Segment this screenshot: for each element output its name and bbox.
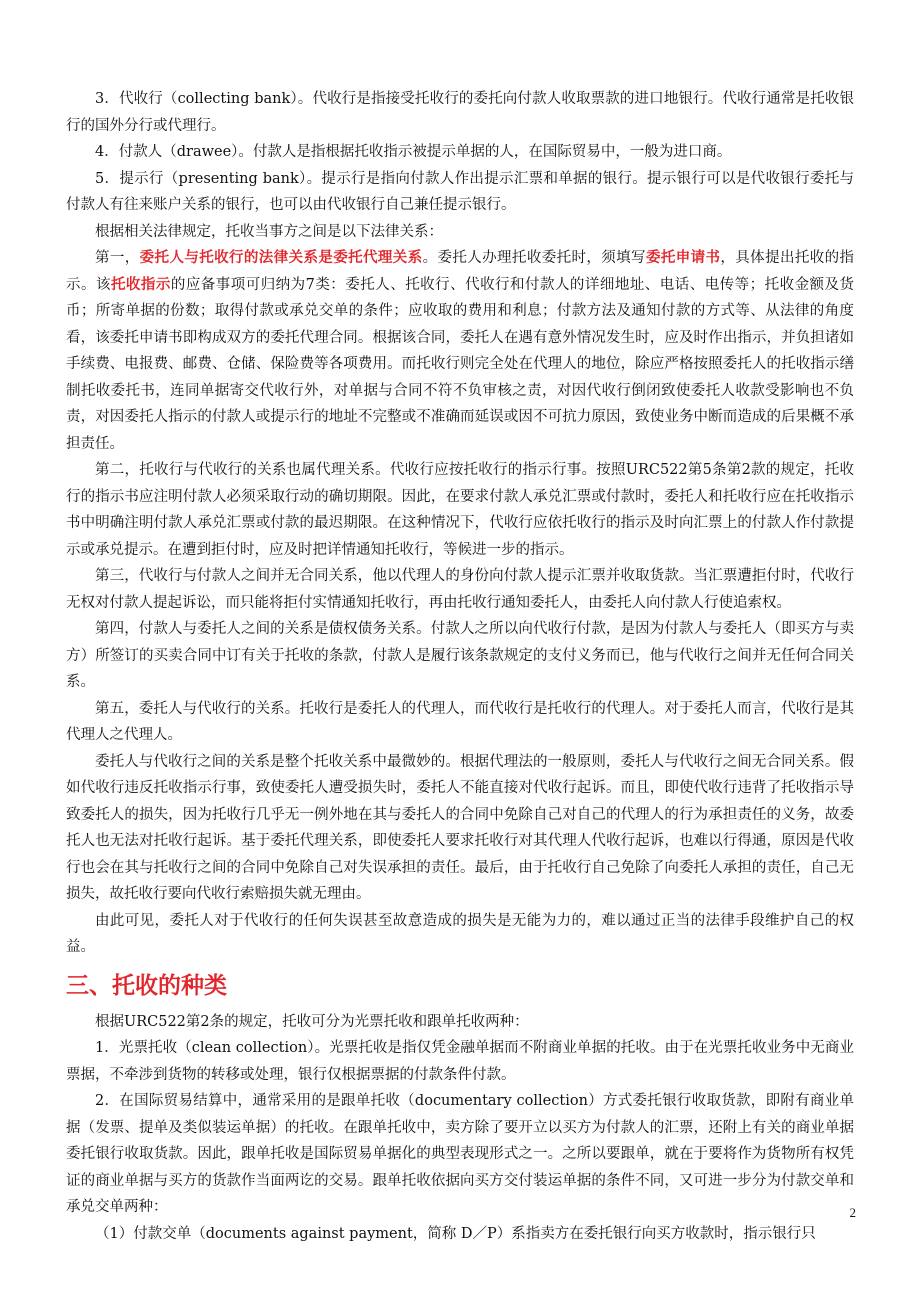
paragraph-drawee: 4．付款人（drawee）。付款人是指根据托收指示被提示单据的人，在国际贸易中，一般为进口商。 [95,144,732,160]
paragraph-presenting-bank: 5．提示行（presenting bank）。提示行是指向付款人作出提示汇票和单据的银行。提示银行可以是代收银行委托与付款人有往来账户关系的银行，也可以由代收银行自己兼任提示银行。 [66,170,854,213]
paragraph-types-intro: 根据URC522第2条的规定，托收可分为光票托收和跟单托收两种： [95,1013,529,1030]
paragraph-documents-against-payment: （1）付款交单（documents against payment，简称 D／P）系指卖方在委托银行向买方收款时，指示银行只 [95,1225,816,1242]
paragraph-first-relation [66,245,854,457]
text-run: 的应备事项可归纳为7类：委托人、托收行、代收行和付款人的详细地址、电话、电传等；托收金额及货币；所寄单据的份数；取得付款或承兑交单的条件；应收取的费用和利息；付款方法及通知付款的方式等、从法律的角度看，该委托申请书即构成双方的委托代理合同。根据该合同，委托人在遇有意外情况发生时，应及时作出指示，并负担诸如手续费、电报费、邮费、仓储、保险费等各项费用。而托收行则完全处在代理人的地位，除应严格按照委托人的托收指示缮制托收委托书，连同单据寄交代收行外，对单据与合同不符不负审核之责，对因代收行倒闭致使委托人收款受影响也不负责，对因委托人指示的付款人或提示行的地址不完整或不准确而延误或因不可抗力原因，致使业务中断而造成的后果概不承担责任。 [66,276,854,452]
text-run: 。委托人办理托收委托时，须填写 [422,250,646,266]
paragraph-principal-collecting-bank: 委托人与代收行之间的关系是整个托收关系中最微妙的。根据代理法的一般原则，委托人与代收行之间无合同关系。假如代收行违反托收指示行事，致使委托人遭受损失时，委托人不能直接对代收行起诉。而且，即使代收行违背了托收指示导致委托人的损失，因为托收行几乎无一例外地在其与委托人的合同中免除自己对自己的代理人的行为承担责任的义务，故委托人也无法对托收行起诉。基于委托代理关系，即使委托人要求托收行对其代理人代收行起诉，也难以行得通，原因是代收行也会在其与托收行之间的合同中免除自己对失误承担的责任。最后，由于托收行自己免除了向委托人承担的责任，自己无损失，故托收行要向代收行索赔损失就无理由。 [66,753,854,902]
paragraph-fourth-relation: 第四，付款人与委托人之间的关系是债权债务关系。付款人之所以向代收行付款，是因为付款人与委托人（即买方与卖方）所签订的买卖合同中订有关于托收的条款，付款人是履行该条款规定的支付义务而已，他与代收行之间并无任何合同关系。 [66,621,854,690]
highlight-principal-remitting-bank: 委托人与托收行的法律关系是委托代理关系 [139,249,423,266]
paragraph-clean-collection: 1．光票托收（clean collection）。光票托收是指仅凭金融单据而不附商业单据的托收。由于在光票托收业务中无商业票据，不牵涉到货物的转移或处理，银行仅根据票据的付款条件付款。 [66,1040,854,1083]
paragraph-collecting-bank: 3．代收行（collecting bank）。代收行是指接受托收行的委托向付款人收取票款的进口地银行。代收行通常是托收银行的国外分行或代理行。 [66,91,854,134]
paragraph-documentary-collection: 2．在国际贸易结算中，通常采用的是跟单托收（documentary collection）方式委托银行收取货款，即附有商业单据（发票、提单及类似装运单据）的托收。在跟单托收中，卖方除了要开立以买方为付款人的汇票，还附上有关的商业单据委托银行收取货款。因此，跟单托收是国际贸易单据化的典型表现形式之一。之所以要跟单，就在于要将作为货物所有权凭证的商业单据与买方的货款作当面两讫的交易。跟单托收依据向买方交付装运单据的条件不同，又可进一步分为付款交单和承兑交单两种： [66,1093,854,1215]
paragraph-fifth-relation: 第五，委托人与代收行的关系。托收行是委托人的代理人，而代收行是托收行的代理人。对于委托人而言，代收行是其代理人之代理人。 [66,700,854,743]
highlight-application-form: 委托申请书 [645,249,721,266]
paragraph-conclusion: 由此可见，委托人对于代收行的任何失误甚至故意造成的损失是无能为力的，难以通过正当的法律手段维护自己的权益。 [66,912,854,955]
paragraph-legal-relations-intro: 根据相关法律规定，托收当事方之间是以下法律关系： [95,223,443,240]
highlight-collection-instruction: 托收指示 [110,275,171,293]
section-title: 三、托收的种类 [66,972,227,999]
text-run: 第一， [95,250,140,266]
paragraph-third-relation: 第三，代收行与付款人之间并无合同关系，他以代理人的身份向付款人提示汇票并收取货款。当汇票遭拒付时，代收行无权对付款人提起诉讼，而只能将拒付实情通知托收行，再由托收行通知委托人，由委托人向付款人行使追索权。 [66,568,854,611]
page-content [66,86,854,1247]
page-number: 2 [849,1205,856,1220]
paragraph-second-relation: 第二，托收行与代收行的关系也属代理关系。代收行应按托收行的指示行事。按照URC522第5条第2款的规定，托收行的指示书应注明付款人必须采取行动的确切期限。因此，在要求付款人承兑汇票或付款时，委托人和托收行应在托收指示书中明确注明付款人承兑汇票或付款的最迟期限。在这种情况下，代收行应依托收行的指示及时向汇票上的付款人作付款提示或承兑提示。在遭到拒付时，应及时把详情通知托收行，等候进一步的指示。 [66,462,854,558]
text-run: ，具体提出托收的指示。该 [66,250,855,293]
